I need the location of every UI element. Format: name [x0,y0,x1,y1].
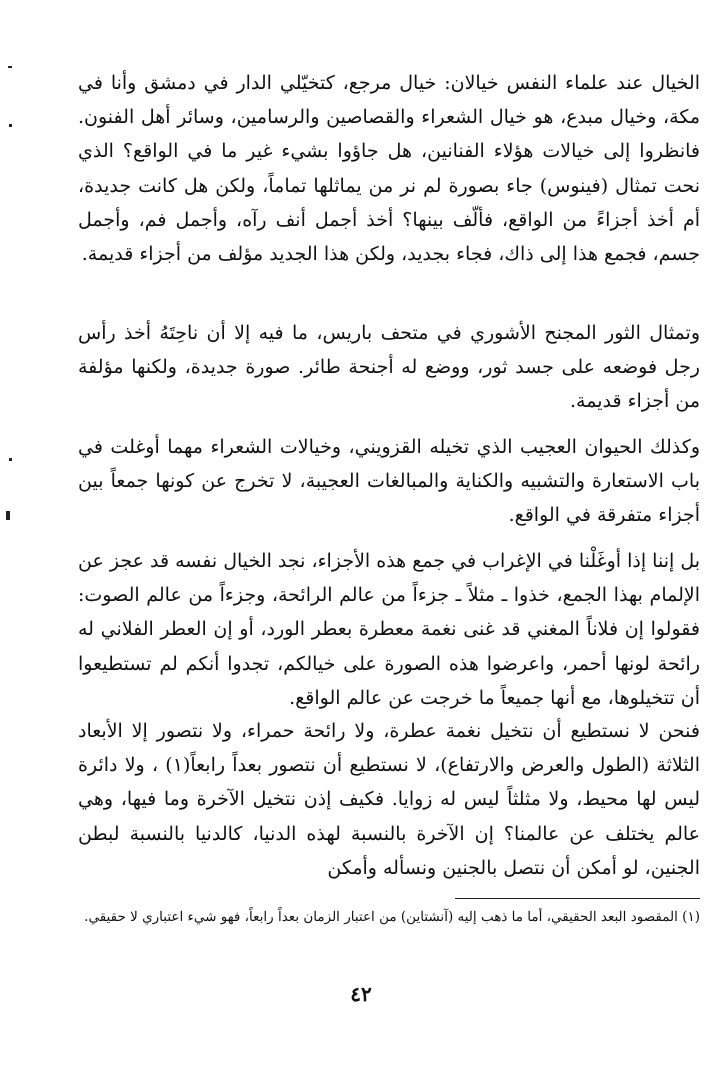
margin-mark [9,124,12,127]
footnote-divider [455,898,700,899]
margin-mark [8,66,12,68]
paragraph: بل إننا إذا أوغَلْنا في الإغراب في جمع هذه الأجزاء، نجد الخيال نفسه قد عجز عن الإلمام بهذا الجمع، خذوا ـ مثلاً ـ جزءاً من عالم الرائحة، وجزءاً من عالم الصوت: فقولوا إن فلاناً المغني قد غنى نغمة معطرة بعطر الورد، أو إن العطر الفلاني له رائحة لونها أحمر، واعرضوا هذه الصورة على خيالكم، تجدوا أنكم لم تستطيعوا أن تتخيلوها، مع أنها جميعاً ما خرجت عن عالم الواقع. [78,550,700,709]
paragraph: فنحن لا نستطيع أن نتخيل نغمة عطرة، ولا رائحة حمراء، ولا نتصور إلا الأبعاد الثلاثة (الطول والعرض والارتفاع)، لا نستطيع أن نتصور بعداً رابعاً(١) ، ولا دائرة ليس لها محيط، ولا مثلثاً ليس له زوايا. فكيف إذن نتخيل الآخرة وما فيها، وهي عالم يختلف عن عالمنا؟ إن الآخرة بالنسبة لهذه الدنيا، كالدنيا بالنسبة لبطن الجنين، لو أمكن أن نتصل بالجنين ونسأله وأمكن [78,720,700,879]
margin-mark [9,458,12,461]
paragraph: وتمثال الثور المجنح الأشوري في متحف باريس، ما فيه إلا أن ناحِتَهُ أخذ رأس رجل فوضعه على جسد ثور، ووضع له أجنحة طائر. صورة جديدة، ولكنها مؤلفة من أجزاء قديمة. [78,322,700,413]
footnote: (١) المقصود البعد الحقيقي، أما ما ذهب إليه (آنشتاين) من اعتبار الزمان بعداً رابعاً، فهو شيء اعتباري لا حقيقي. [84,909,700,925]
page-number: ٤٢ [350,982,372,1006]
paragraph: الخيال عند علماء النفس خيالان: خيال مرجع، كتخيّلي الدار في دمشق وأنا في مكة، وخيال مبدع، هو خيال الشعراء والقصاصين والرسامين، وسائر أهل الفنون. فانظروا إلى خيالات هؤلاء الفنانين، هل جاؤوا بشيء غير ما في الواقع؟ الذي نحت تمثال (فينوس) جاء بصورة لم نر من يماثلها تماماً، ولكن هل كانت جديدة، أم أخذ أجزاءً من الواقع، فألّف بينها؟ أخذ أجمل أنف رآه، وأجمل فم، وأجمل جسم، فجمع هذا إلى ذاك، فجاء بجديد، ولكن هذا الجديد مؤلف من أجزاء قديمة. [78,72,700,266]
paragraph: وكذلك الحيوان العجيب الذي تخيله القزويني، وخيالات الشعراء مهما أوغلت في باب الاستعارة والتشبيه والكناية والمبالغات العجيبة، لا تخرج عن كونها جمعاً بين أجزاء متفرقة في الواقع. [78,436,700,527]
margin-mark [6,511,10,520]
